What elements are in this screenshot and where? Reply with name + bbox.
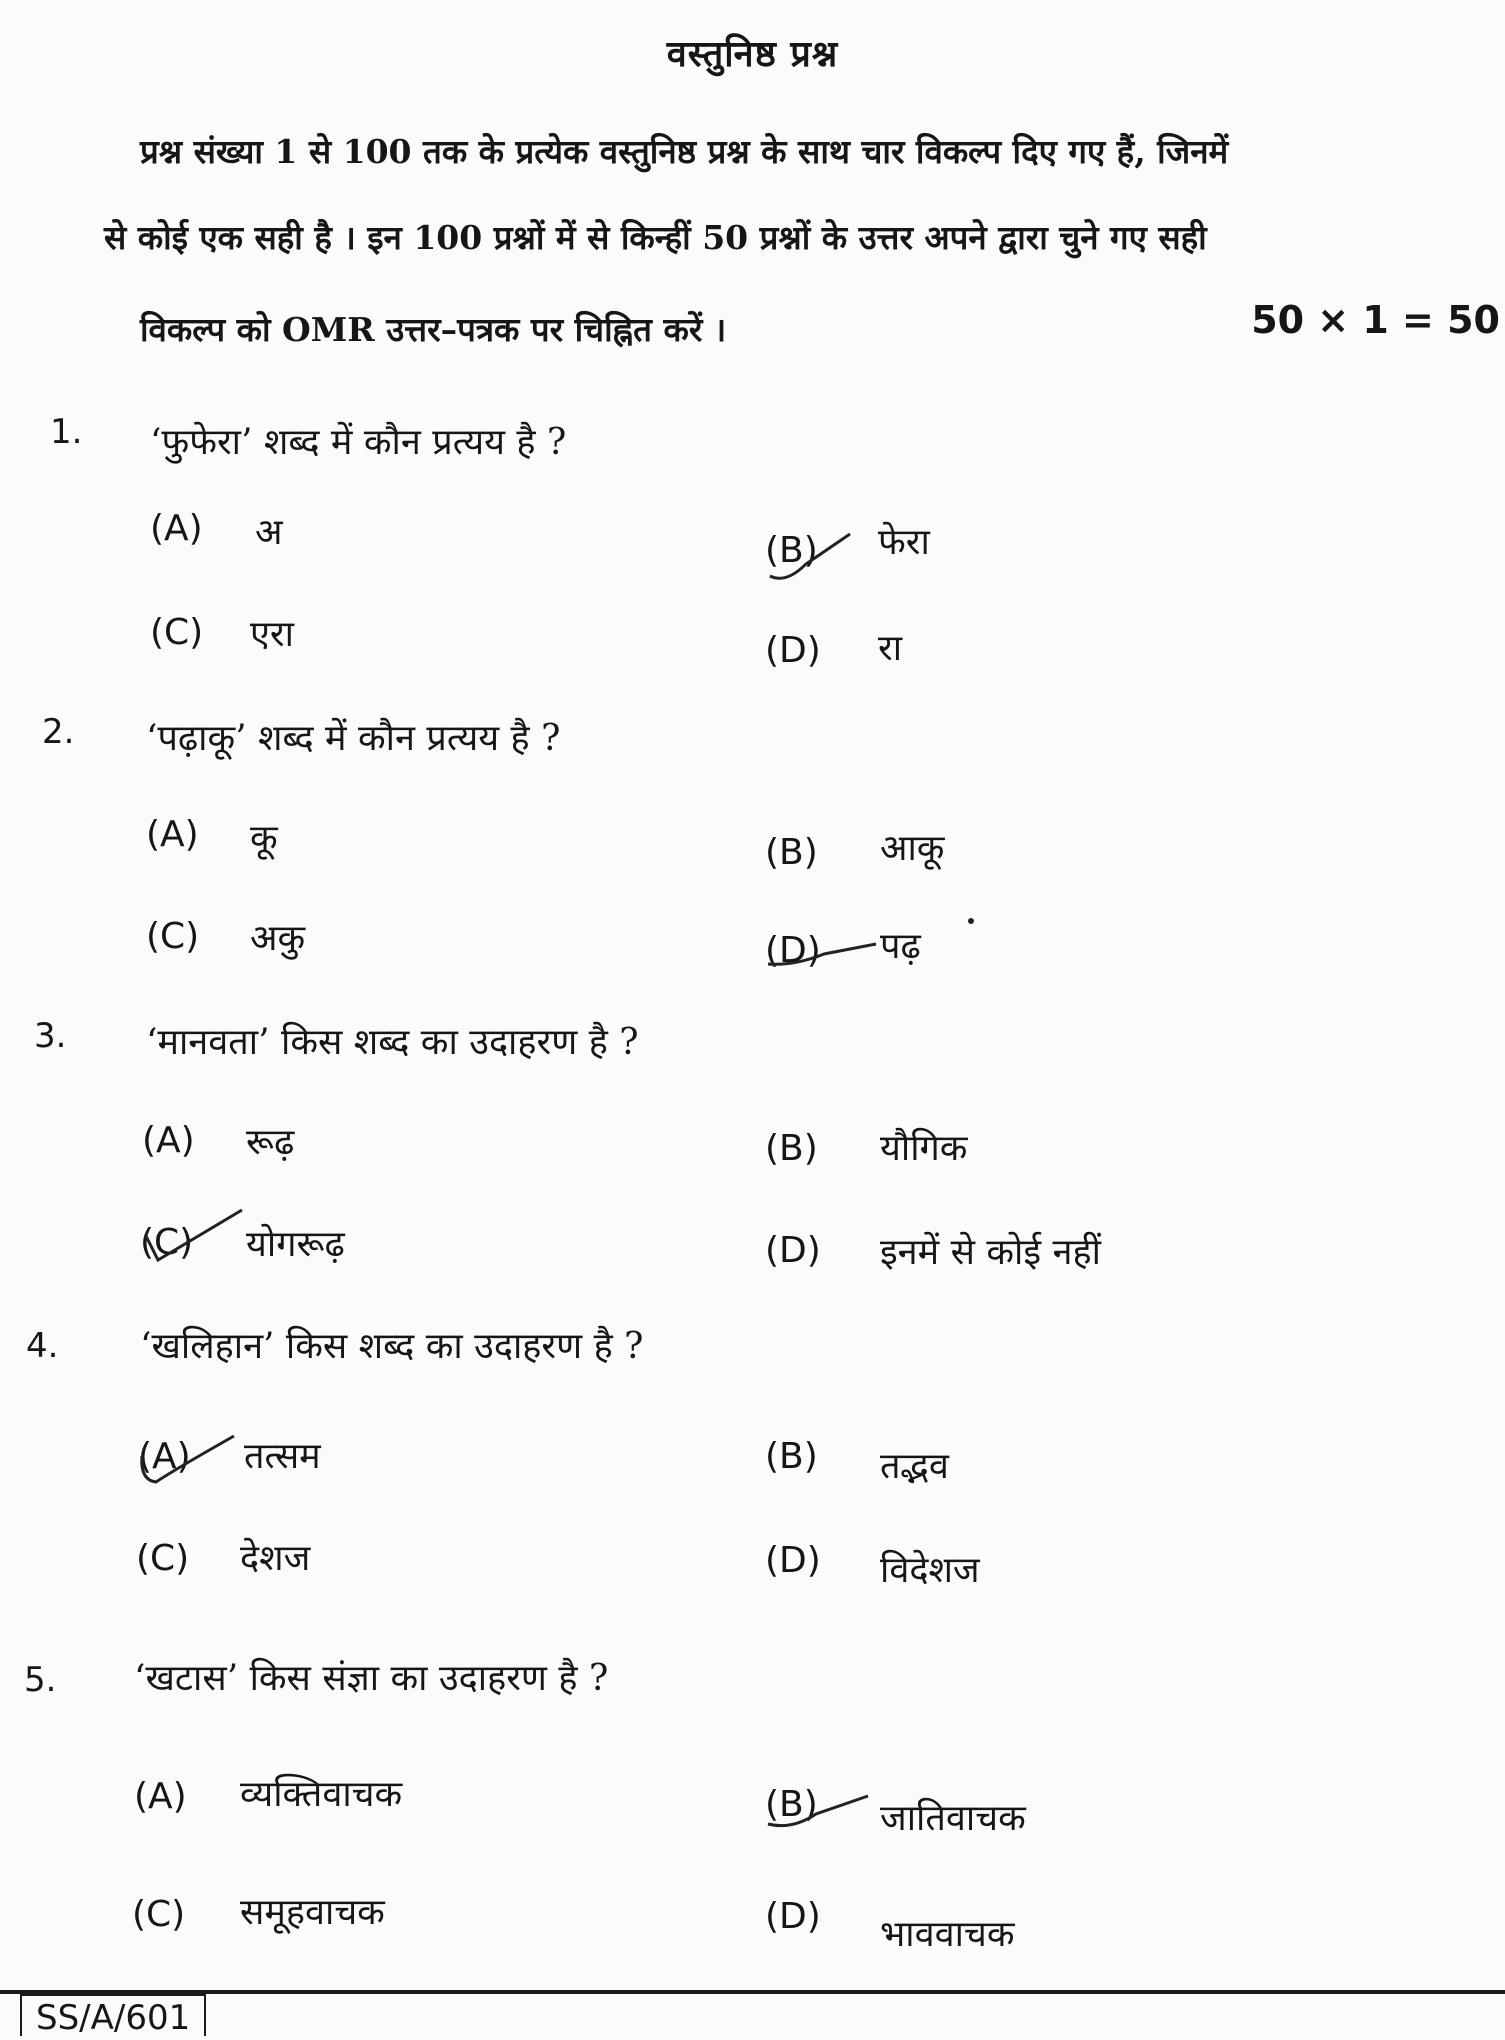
option-d-label: (D) — [765, 1540, 821, 1581]
question-number: 3. — [34, 1016, 67, 1056]
question-number: 2. — [42, 712, 75, 752]
option-d-label: (D) — [765, 930, 821, 971]
option-a-text: व्यक्तिवाचक — [240, 1774, 403, 1815]
footer-rule — [0, 1990, 1505, 1994]
option-d-text: इनमें से कोई नहीं — [880, 1232, 1101, 1273]
option-b-text: तद्भव — [880, 1446, 949, 1487]
instruction-line-2: से कोई एक सही है । इन 100 प्रश्नों में से किन्हीं 50 प्रश्नों के उत्तर अपने द्वारा चुने गए सही — [104, 218, 1207, 257]
ink-dot — [968, 918, 974, 924]
option-d-text: पढ़ — [880, 926, 921, 967]
option-a-label: (A) — [150, 508, 203, 549]
option-b-text: जातिवाचक — [880, 1798, 1026, 1839]
option-b-text: आकू — [880, 828, 945, 869]
option-d-label: (D) — [765, 1230, 821, 1271]
option-a-label: (A) — [138, 1436, 191, 1477]
tick-mark-icon — [134, 1430, 244, 1490]
option-a-label: (A) — [146, 814, 199, 855]
option-c-text: अकु — [250, 918, 306, 959]
question-number: 1. — [50, 412, 83, 452]
question-text: ‘मानवता’ किस शब्द का उदाहरण है ? — [146, 1022, 639, 1063]
option-b-text: यौगिक — [880, 1128, 968, 1169]
option-b-label: (B) — [765, 1784, 818, 1825]
paper-code: SS/A/601 — [20, 1994, 206, 2036]
tick-mark-icon — [140, 1206, 250, 1266]
option-d-text: भाववाचक — [880, 1914, 1015, 1955]
option-d-label: (D) — [765, 1896, 821, 1937]
instruction-line-1: प्रश्न संख्या 1 से 100 तक के प्रत्येक वस्तुनिष्ठ प्रश्न के साथ चार विकल्प दिए गए हैं, जिनमें — [140, 132, 1229, 171]
option-c-text: समूहवाचक — [240, 1892, 385, 1933]
option-a-text: तत्सम — [244, 1436, 321, 1477]
option-d-text: विदेशज — [880, 1550, 980, 1591]
tick-mark-icon — [764, 1784, 874, 1834]
option-c-label: (C) — [146, 916, 200, 957]
instruction-line-3: विकल्प को OMR उत्तर–पत्रक पर चिह्नित करें । — [140, 310, 727, 349]
tick-mark-icon — [764, 930, 884, 970]
option-b-label: (B) — [765, 1436, 818, 1477]
tick-mark-icon — [766, 528, 856, 588]
option-c-text: देशज — [240, 1538, 311, 1579]
option-c-label: (C) — [136, 1538, 190, 1579]
option-a-text: रूढ़ — [246, 1122, 295, 1163]
option-d-text: रा — [878, 628, 903, 669]
question-text: ‘पढ़ाकू’ शब्द में कौन प्रत्यय है ? — [146, 718, 561, 759]
question-text: ‘खटास’ किस संज्ञा का उदाहरण है ? — [134, 1658, 609, 1699]
option-c-label: (C) — [140, 1222, 194, 1263]
option-c-label: (C) — [132, 1894, 186, 1935]
option-c-text: योगरूढ़ — [246, 1224, 345, 1265]
question-text: ‘खलिहान’ किस शब्द का उदाहरण है ? — [140, 1326, 644, 1367]
option-a-text: अ — [255, 512, 283, 553]
option-c-text: एरा — [250, 614, 294, 655]
option-b-label: (B) — [765, 832, 818, 873]
option-d-label: (D) — [765, 630, 821, 671]
question-number: 4. — [26, 1326, 59, 1366]
question-number: 5. — [24, 1660, 57, 1700]
option-a-text: कू — [250, 818, 278, 859]
option-b-label: (B) — [765, 1128, 818, 1169]
question-text: ‘फुफेरा’ शब्द में कौन प्रत्यय है ? — [150, 422, 567, 463]
option-a-label: (A) — [134, 1776, 187, 1817]
page-title: वस्तुनिष्ठ प्रश्न — [666, 33, 839, 75]
option-c-label: (C) — [150, 612, 204, 653]
option-b-text: फेरा — [878, 522, 930, 563]
option-b-label: (B) — [765, 530, 818, 571]
marks-formula: 50 × 1 = 50 — [1251, 298, 1500, 342]
option-a-label: (A) — [142, 1120, 195, 1161]
